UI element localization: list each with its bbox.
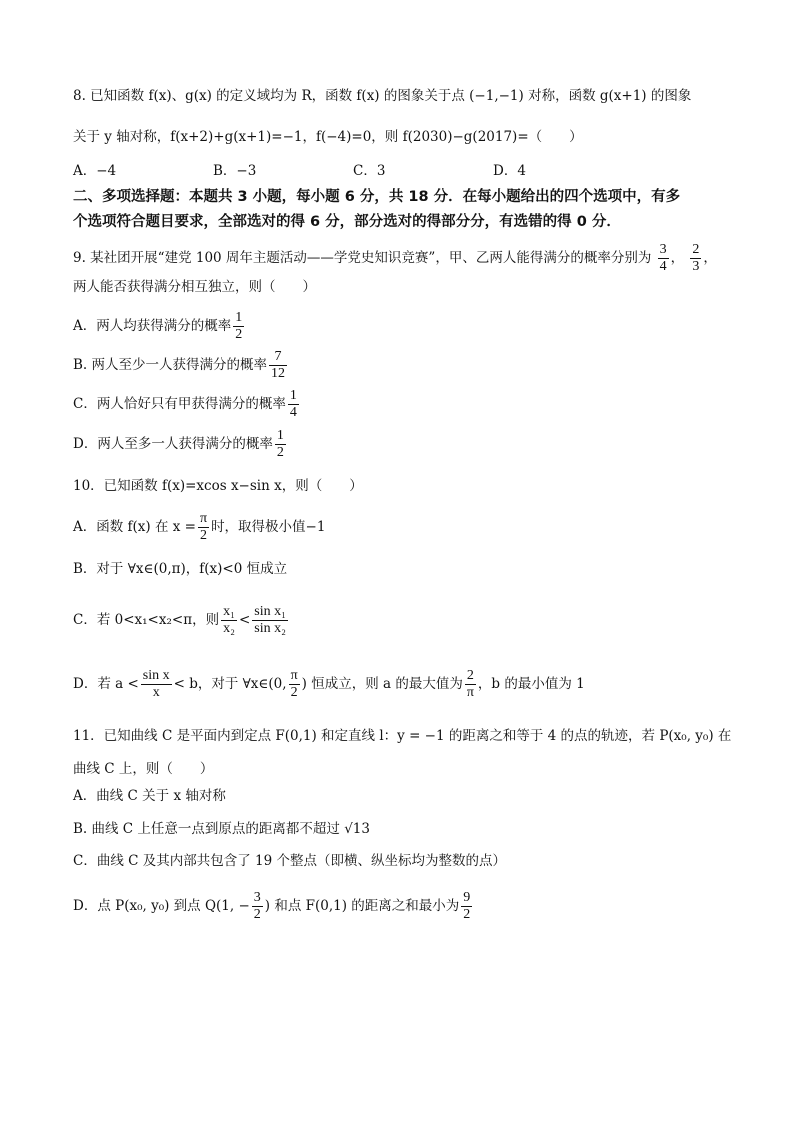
- q11-option-a: A．曲线 C 关于 x 轴对称: [73, 788, 226, 804]
- frac-den: π: [466, 685, 474, 700]
- q9-line1: 9. 某社团开展“建党 100 周年主题活动——学党史知识竞赛”，甲、乙两人能得满分的概率分别为 $\frac{3}{4}$ ， $\frac{2}{3}$ ，: [73, 242, 717, 274]
- frac-num: π: [199, 511, 208, 526]
- option-text-mid: < b，对于 ∀x∈(0,: [173, 676, 287, 692]
- frac-den: x: [152, 685, 160, 700]
- frac-num: 2: [692, 242, 700, 257]
- option-frac-2: [289, 668, 300, 701]
- frac-den: 2: [253, 907, 261, 922]
- option-frac: [275, 428, 286, 461]
- frac-num: π: [290, 668, 298, 683]
- frac-num: sin x: [142, 668, 170, 683]
- frac-num: 1: [235, 310, 243, 325]
- frac-den: 2: [463, 907, 471, 922]
- option-text: C．两人恰好只有甲获得满分的概率: [73, 396, 286, 412]
- option-frac-right: [252, 604, 288, 637]
- option-text: B. 两人至少一人获得满分的概率: [73, 357, 268, 373]
- option-frac: [269, 349, 287, 382]
- q9-frac-yi: [690, 242, 701, 275]
- frac-den: 3: [692, 259, 700, 274]
- frac-den: 2: [200, 528, 208, 543]
- frac-den: 2: [276, 445, 284, 460]
- option-text: A．两人均获得满分的概率: [73, 318, 232, 334]
- q8-line1: 8. 已知函数 f(x)、g(x) 的定义域均为 R，函数 f(x) 的图象关于点 (−1,−1) 对称，函数 g(x+1) 的图象: [73, 88, 692, 104]
- frac-num: sin x₁: [254, 604, 286, 619]
- q8-line2: 关于 y 轴对称，f(x+2)+g(x+1)=−1，f(−4)=0，则 f(2030)−g(2017)=（ ）: [73, 129, 583, 145]
- q11-line2: 曲线 C 上，则（ ）: [73, 761, 214, 777]
- frac-num: 9: [463, 890, 471, 905]
- section2-line2: 个选项符合题目要求，全部选对的得 6 分，部分选对的得部分分，有选错的得 0 分．: [73, 214, 621, 230]
- frac-num: 1: [276, 428, 284, 443]
- frac-num: 2: [465, 668, 476, 685]
- q8-option-d: D．4: [493, 163, 526, 179]
- q8-option-c: C．3: [353, 163, 386, 179]
- q10-option-d: [73, 664, 585, 704]
- q10-option-a: [73, 507, 325, 547]
- option-frac-2: [461, 890, 472, 923]
- frac-den: x₂: [223, 621, 235, 636]
- q10-option-b: B．对于 ∀x∈(0,π)，f(x)<0 恒成立: [73, 561, 288, 577]
- q10-line1: 10．已知函数 f(x)=xcos x−sin x，则（ ）: [73, 478, 363, 494]
- q10-option-c: [73, 600, 290, 640]
- option-frac: [288, 388, 299, 421]
- option-frac-1: [252, 890, 263, 923]
- option-text: A．函数 f(x) 在 x =: [73, 519, 196, 535]
- q9-option-d: [73, 424, 288, 464]
- frac-den: 4: [289, 405, 297, 420]
- frac-num: 3: [253, 890, 261, 905]
- q9-option-a: [73, 306, 246, 346]
- q8-option-b: B．−3: [213, 163, 257, 179]
- q11-option-b: B. 曲线 C 上任意一点到原点的距离都不超过 √13: [73, 821, 370, 837]
- q8-options: [73, 161, 633, 181]
- frac-num: 7: [269, 349, 287, 366]
- option-text-mid: ) 和点 F(0,1) 的距离之和最小为: [264, 898, 460, 914]
- frac-num: 1: [289, 388, 297, 403]
- option-frac: [198, 511, 209, 544]
- frac-den: sin x₂: [254, 621, 286, 636]
- frac-den: 12: [271, 366, 286, 381]
- q11-option-d: [73, 884, 474, 928]
- option-text: D．点 P(x₀, y₀) 到点 Q(1, −: [73, 898, 250, 914]
- frac-num: 3: [659, 242, 667, 257]
- option-text: D．两人至多一人获得满分的概率: [73, 436, 273, 452]
- q9-line2: 两人能否获得满分相互独立，则（ ）: [73, 279, 316, 295]
- q9-option-b: [73, 345, 289, 385]
- frac-num: x₁: [223, 604, 235, 619]
- option-frac-left: [221, 604, 237, 637]
- option-frac-1: [141, 668, 172, 701]
- q9-frac-jia: [658, 242, 669, 275]
- option-frac: [233, 310, 244, 343]
- q9-stem: 9. 某社团开展“建党 100 周年主题活动——学党史知识竞赛”，甲、乙两人能得满分的概率分别为: [73, 250, 652, 266]
- q11-option-c: C．曲线 C 及其内部共包含了 19 个整点（即横、纵坐标均为整数的点）: [73, 853, 507, 869]
- q11-line1: 11．已知曲线 C 是平面内到定点 F(0,1) 和定直线 l：y = −1 的距离之和等于 4 的点的轨迹，若 P(x₀, y₀) 在: [73, 728, 732, 744]
- option-text: D．若 a <: [73, 676, 139, 692]
- q8-option-a: A．−4: [73, 163, 117, 179]
- less-than: <: [238, 612, 251, 628]
- q9-option-c: [73, 384, 301, 424]
- option-text: C．若 0<x₁<x₂<π，则: [73, 612, 220, 628]
- option-text-after: 时，取得极小值−1: [211, 519, 326, 535]
- option-frac-3: [465, 668, 476, 701]
- frac-den: 2: [235, 327, 243, 342]
- option-text-mid2: ) 恒成立，则 a 的最大值为: [301, 676, 463, 692]
- frac-den: 4: [659, 259, 667, 274]
- option-text-after: ，b 的最小值为 1: [477, 676, 585, 692]
- frac-den: 2: [290, 685, 298, 700]
- section2-line1: 二、多项选择题：本题共 3 小题，每小题 6 分，共 18 分．在每小题给出的四个选项中，有多: [73, 189, 681, 205]
